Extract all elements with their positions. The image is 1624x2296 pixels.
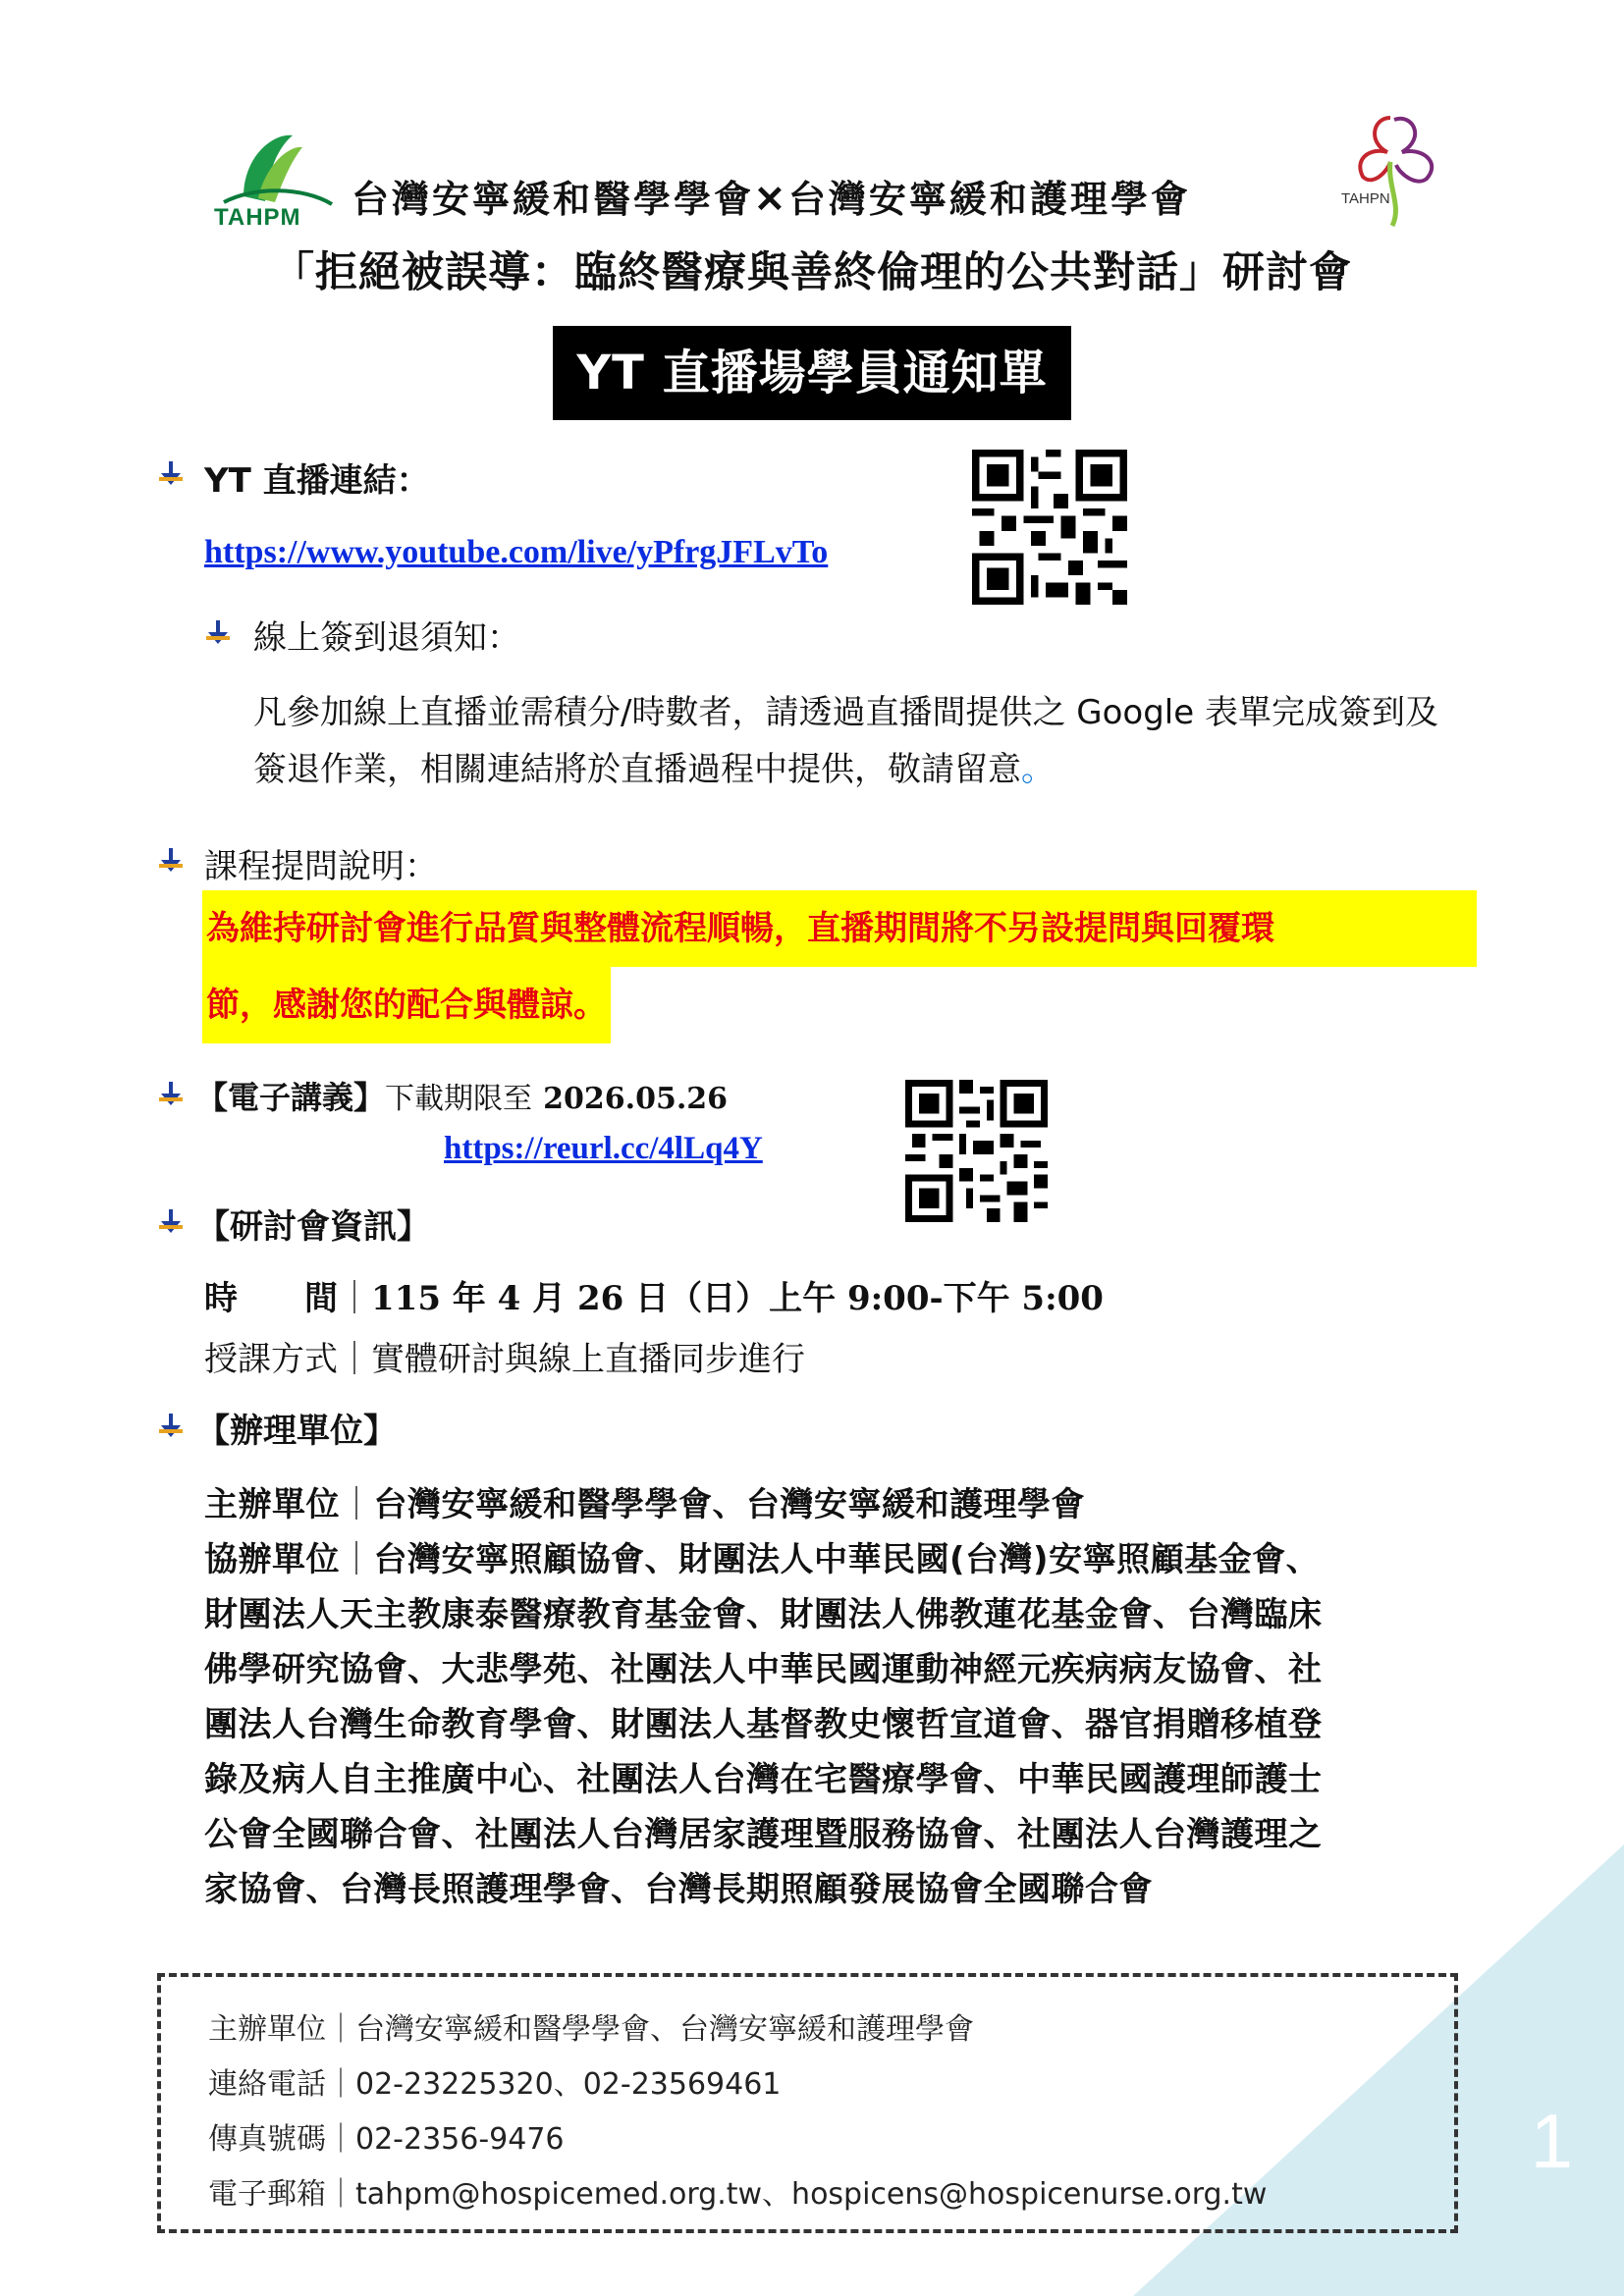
- contact-email-value[interactable]: tahpm@hospicemed.org.tw、hospicens@hospicenurse.org.tw: [355, 2177, 1268, 2212]
- yt-live-link[interactable]: https://www.youtube.com/live/yPfrgJFLvTo: [204, 534, 829, 570]
- separator: ｜: [340, 1485, 374, 1524]
- contact-email-label: 電子郵箱: [208, 2177, 326, 2212]
- contact-fax-label: 傳真號碼: [208, 2122, 326, 2157]
- co-line: 團法人台灣生命教育學會、財團法人基督教史懷哲宣道會、器官捐贈移植登: [204, 1705, 1323, 1744]
- host-label: 主辦單位: [204, 1485, 340, 1524]
- question-heading: 課程提問說明：: [204, 847, 438, 886]
- contact-host-label: 主辦單位: [208, 2012, 326, 2047]
- separator: ｜: [326, 2177, 355, 2212]
- contact-fax-value: 02-2356-9476: [355, 2122, 565, 2157]
- header: [204, 128, 1441, 236]
- seminar-time-label: 時 間: [204, 1279, 338, 1318]
- handout-heading: [196, 1073, 728, 1118]
- signin-text-line1: 凡參加線上直播並需積分/時數者，請透過直播間提供之 Google 表單完成簽到及: [253, 693, 1438, 732]
- question-highlight-line1: 為維持研討會進行品質與整體流程順暢，直播期間將不另設提問與回覆環: [202, 890, 1477, 967]
- contact-fax-row: [208, 2114, 565, 2158]
- co-line: 佛學研究協會、大悲學苑、社團法人中華民國運動神經元疾病病友協會、社: [204, 1650, 1323, 1689]
- qr-code-icon: [905, 1080, 1048, 1222]
- separator: ｜: [338, 1340, 371, 1379]
- handout-deadline-label: 下載期限至: [385, 1082, 533, 1116]
- co-line: 財團法人天主教康泰醫療教育基金會、財團法人佛教蓮花基金會、台灣臨床: [204, 1595, 1323, 1634]
- host-value: 台灣安寧緩和醫學學會、台灣安寧緩和護理學會: [373, 1485, 1085, 1524]
- arrow-bullet-icon: [204, 618, 232, 646]
- tahpn-logo-text: TAHPN: [1341, 190, 1390, 207]
- question-highlight-line2: 節，感謝您的配合與體諒。: [202, 967, 611, 1043]
- tahpn-logo: [1333, 108, 1451, 236]
- page-number: 1: [1530, 2098, 1573, 2184]
- arrow-bullet-icon: [157, 1207, 185, 1235]
- co-label: 協辦單位: [204, 1540, 340, 1579]
- contact-email-row: [208, 2169, 1267, 2213]
- co-line: 公會全國聯合會、社團法人台灣居家護理暨服務協會、社團法人台灣護理之: [204, 1815, 1323, 1854]
- organizers-heading: 【辦理單位】: [196, 1412, 397, 1451]
- tahpm-logo-text: TAHPM: [214, 204, 301, 231]
- org-title: 台灣安寧緩和醫學學會✕台灣安寧緩和護理學會: [352, 177, 1191, 221]
- event-title: 「拒絕被誤導：臨終醫療與善終倫理的公共對話」研討會: [272, 248, 1352, 297]
- co-line: 家協會、台灣長照護理學會、台灣長期照顧發展協會全國聯合會: [204, 1870, 1153, 1909]
- contact-phone-label: 連絡電話: [208, 2067, 326, 2102]
- signin-text-line2: 簽退作業，相關連結將於直播過程中提供，敬請留意。: [253, 750, 1055, 789]
- seminar-method-value: 實體研討與線上直播同步進行: [371, 1340, 805, 1379]
- separator: ｜: [326, 2012, 355, 2047]
- seminar-method-label: 授課方式: [204, 1340, 338, 1379]
- arrow-bullet-icon: [157, 1080, 185, 1107]
- seminar-time-row: [204, 1271, 1104, 1319]
- handout-link[interactable]: https://reurl.cc/4lLq4Y: [444, 1131, 763, 1166]
- handout-title: 【電子講義】: [196, 1079, 386, 1116]
- seminar-method-row: [204, 1332, 805, 1380]
- contact-phone-value: 02-23225320、02-23569461: [355, 2067, 782, 2102]
- contact-host-row: [208, 2004, 974, 2048]
- separator: ｜: [326, 2122, 355, 2157]
- separator: ｜: [340, 1540, 374, 1579]
- handout-deadline-date: 2026.05.26: [543, 1082, 729, 1116]
- separator: ｜: [326, 2067, 355, 2102]
- seminar-info-heading: 【研討會資訊】: [196, 1207, 430, 1247]
- qr-code-icon: [972, 450, 1127, 605]
- arrow-bullet-icon: [157, 846, 185, 874]
- contact-host-value: 台灣安寧緩和醫學學會、台灣安寧緩和護理學會: [355, 2012, 974, 2047]
- arrow-bullet-icon: [157, 1412, 185, 1439]
- contact-phone-row: [208, 2059, 781, 2103]
- co-line: 錄及病人自主推廣中心、社團法人台灣在宅醫療學會、中華民國護理師護士: [204, 1760, 1323, 1799]
- host-row: [204, 1477, 1085, 1525]
- notice-banner: YT 直播場學員通知單: [553, 326, 1071, 420]
- yt-heading: YT 直播連結：: [204, 461, 430, 501]
- separator: ｜: [338, 1279, 371, 1318]
- seminar-time-value: 115 年 4 月 26 日（日）上午 9:00-下午 5:00: [371, 1279, 1104, 1318]
- co-organizer-row: [204, 1532, 1320, 1580]
- arrow-bullet-icon: [157, 459, 185, 487]
- contact-box: [157, 1973, 1458, 2233]
- co-line: 台灣安寧照顧協會、財團法人中華民國(台灣)安寧照顧基金會、: [373, 1540, 1321, 1579]
- signin-heading: 線上簽到退須知：: [253, 618, 520, 658]
